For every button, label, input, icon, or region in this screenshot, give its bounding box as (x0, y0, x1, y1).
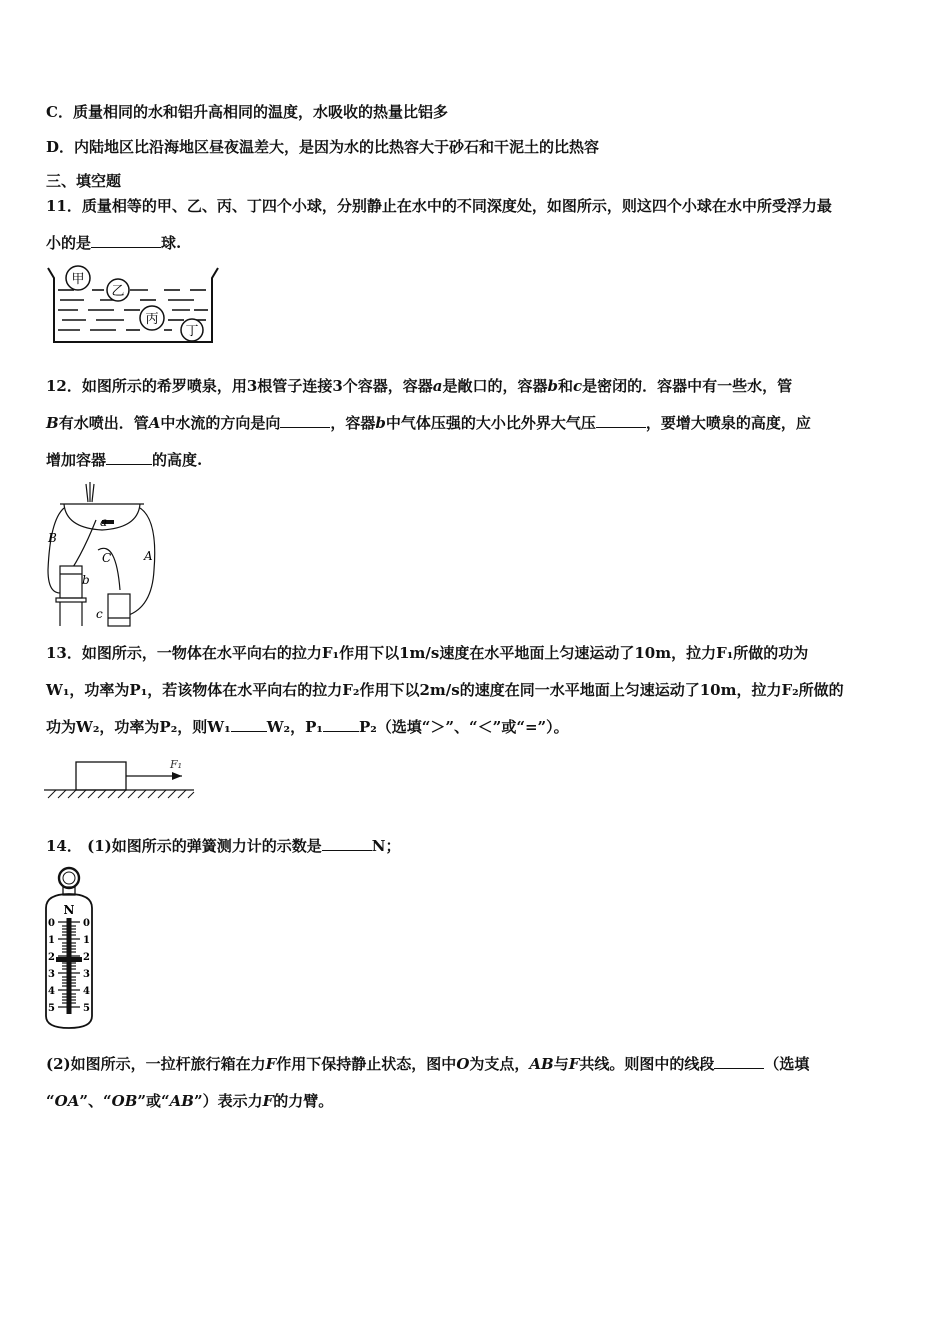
q12-blank-direction[interactable] (280, 413, 330, 428)
svg-text:C: C (102, 551, 112, 565)
q11-line1: 11．质量相等的甲、乙、丙、丁四个小球，分别静止在水中的不同深度处，如图所示，则这四个小球在水中所受浮力最 (46, 197, 832, 215)
q14-part2-line2: “OA”、“OB”或“AB”）表示力F的力臂。 (46, 1092, 334, 1110)
svg-text:丁: 丁 (185, 324, 199, 339)
q11-water-tank-figure (44, 262, 224, 346)
q12-heron-fountain-figure (40, 480, 170, 630)
ball-bing (140, 306, 164, 330)
svg-text:甲: 甲 (71, 272, 85, 287)
q11-answer-blank[interactable] (91, 233, 161, 248)
q14-spring-scale-figure (42, 864, 98, 1030)
q13-blank-work[interactable] (231, 717, 267, 732)
ball-yi (107, 279, 129, 301)
svg-text:5: 5 (83, 1003, 90, 1014)
svg-text:2: 2 (83, 952, 90, 963)
q14-blank-reading[interactable] (322, 836, 372, 851)
option-c: C．质量相同的水和铝升高相同的温度，水吸收的热量比铝多 (46, 103, 448, 121)
svg-text:F₁: F₁ (170, 758, 183, 771)
svg-text:丙: 丙 (145, 312, 159, 327)
svg-text:1: 1 (83, 935, 90, 946)
svg-text:A: A (144, 549, 153, 563)
svg-text:B: B (48, 531, 57, 545)
q13-blank-power[interactable] (323, 717, 359, 732)
q13-line1: 13．如图所示，一物体在水平向右的拉力F₁作用下以1m/s速度在水平地面上匀速运动了10m，拉力F₁所做的功为 (46, 644, 809, 662)
svg-text:2: 2 (48, 952, 55, 963)
svg-text:1: 1 (48, 935, 55, 946)
svg-text:3: 3 (83, 969, 90, 980)
q12-blank-container[interactable] (106, 450, 152, 465)
section-title: 三、填空题 (46, 172, 122, 190)
svg-text:乙: 乙 (111, 284, 125, 299)
q12-line2: B有水喷出．管A中水流的方向是向 ，容器b中气体压强的大小比外界大气压 ，要增大喷泉的高度，应 (46, 414, 811, 432)
svg-text:N: N (63, 903, 75, 917)
q11-line2: 小的是 球. (46, 234, 182, 252)
q14-blank-segment[interactable] (714, 1054, 764, 1069)
svg-text:4: 4 (83, 986, 90, 997)
svg-text:5: 5 (48, 1003, 55, 1014)
q13-line3: 功为W₂，功率为P₂，则W₁ W₂，P₁ P₂（选填“＞”、“＜”或“=”）。 (46, 718, 569, 736)
svg-text:4: 4 (48, 986, 55, 997)
q14-part2-line1: (2)如图所示，一拉杆旅行箱在力F作用下保持静止状态，图中O为支点，AB与F共线。则图中的线段 （选填 (46, 1055, 810, 1073)
svg-text:b: b (82, 573, 90, 587)
svg-text:a: a (100, 515, 108, 529)
ball-ding (181, 319, 203, 341)
option-d: D．内陆地区比沿海地区昼夜温差大，是因为水的比热容大于砂石和干泥土的比热容 (46, 138, 600, 156)
svg-text:0: 0 (48, 918, 55, 929)
svg-text:3: 3 (48, 969, 55, 980)
q13-line2: W₁，功率为P₁，若该物体在水平向右的拉力F₂作用下以2m/s的速度在同一水平地面上匀速运动了10m，拉力F₂所做的 (46, 681, 844, 699)
q12-blank-pressure[interactable] (596, 413, 646, 428)
q12-line3: 增加容器 的高度. (46, 451, 203, 469)
q14-part1: 14． (1)如图所示的弹簧测力计的示数是 N； (46, 837, 401, 855)
ball-jia (66, 266, 90, 290)
svg-text:0: 0 (83, 918, 90, 929)
svg-text:c: c (96, 607, 103, 621)
q13-block-figure (44, 752, 204, 804)
q12-line1: 12．如图所示的希罗喷泉，用3根管子连接3个容器，容器a是敞口的，容器b和c是密闭的．容器中有一些水，管 (46, 377, 793, 395)
